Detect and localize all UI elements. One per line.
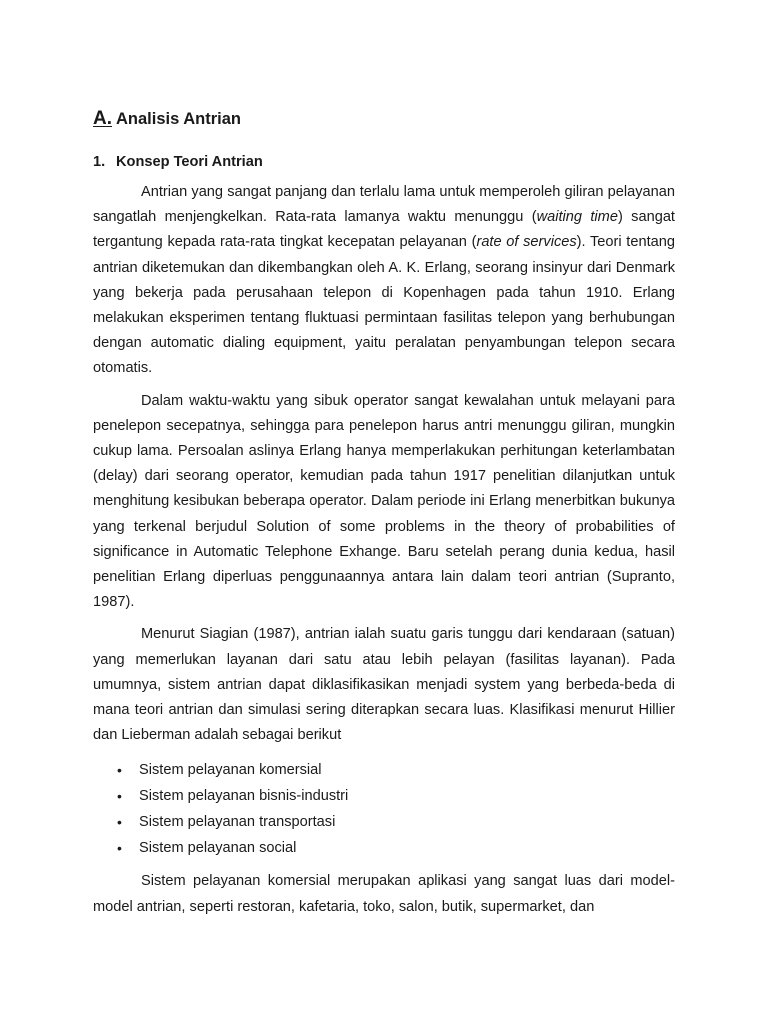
list-item	[93, 757, 675, 783]
bullet-icon: •	[117, 840, 122, 857]
paragraph-4: Sistem pelayanan komersial merupakan aplikasi yang sangat luas dari model-model antrian, seperti restoran, kafetaria, toko, salon, butik, supermarket, dan	[93, 873, 675, 915]
paragraph-1-text-c: ). Teori tentang antrian diketemukan dan dikembangkan oleh A. K. Erlang, seorang insinyur dari Denmark yang bekerja pada perusahaan telepon di Kopenhagen pada tahun 1910. Erlang melakukan eksperimen tentang fluktuasi permintaan fasilitas telepon yang berhubungan dengan automatic dialing equipment, yaitu peralatan penyambungan telepon secara otomatis.	[93, 234, 675, 377]
paragraph-1-emphasis-rate-of-services: rate of services	[476, 234, 577, 251]
bullet-icon: •	[117, 788, 122, 805]
bullet-icon: •	[117, 814, 122, 831]
paragraph-3: Menurut Siagian (1987), antrian ialah suatu garis tunggu dari kendaraan (satuan) yang memerlukan layanan dari satu atau lebih pelayan (fasilitas layanan). Pada umumnya, sistem antrian dapat diklasifikasikan menjadi system yang berbeda-beda di mana teori antrian dan simulasi sering diterapkan secara luas. Klasifikasi menurut Hillier dan Lieberman adalah sebagai berikut	[93, 626, 675, 744]
list-item-text: Sistem pelayanan social	[139, 840, 297, 857]
paragraph-1-text-a: Antrian yang sangat panjang dan terlalu lama untuk memperoleh giliran pelayanan sangatlah menjengkelkan. Rata-rata lamanya waktu menunggu (	[93, 184, 675, 226]
paragraph-1-text-b: ) sangat tergantung kepada rata-rata tingkat kecepatan pelayanan (	[93, 209, 675, 251]
bullet-list	[93, 757, 675, 861]
list-item-text: Sistem pelayanan bisnis-industri	[139, 788, 349, 805]
subsection-heading	[93, 151, 675, 173]
list-item	[93, 809, 675, 835]
subsection-number: 1.	[93, 154, 106, 170]
list-item-text: Sistem pelayanan komersial	[139, 762, 322, 779]
paragraph-1-emphasis-waiting-time: waiting time	[536, 209, 618, 226]
document-page	[93, 106, 675, 920]
list-item	[93, 835, 675, 861]
section-heading	[93, 106, 675, 134]
paragraph-1	[93, 180, 675, 382]
section-title: Analisis Antrian	[116, 110, 241, 128]
bullet-icon: •	[117, 762, 122, 779]
section-letter: A.	[93, 108, 112, 129]
paragraph-2: Dalam waktu-waktu yang sibuk operator sangat kewalahan untuk melayani para penelepon secepatnya, sehingga para penelepon harus antri menunggu giliran, mungkin cukup lama. Persoalan aslinya Erlang hanya memperlakukan perhitungan keterlambatan (delay) dari seorang operator, kemudian pada tahun 1917 penelitian dilanjutkan untuk menghitung kesibukan beberapa operator. Dalam periode ini Erlang menerbitkan bukunya yang terkenal berjudul Solution of some problems in the theory of probabilities of significance in Automatic Telephone Exhange. Baru setelah perang dunia kedua, hasil penelitian Erlang diperluas penggunaannya antara lain dalam teori antrian (Supranto, 1987).	[93, 392, 675, 611]
list-item	[93, 783, 675, 809]
subsection-title: Konsep Teori Antrian	[116, 154, 263, 170]
list-item-text: Sistem pelayanan transportasi	[139, 814, 336, 831]
